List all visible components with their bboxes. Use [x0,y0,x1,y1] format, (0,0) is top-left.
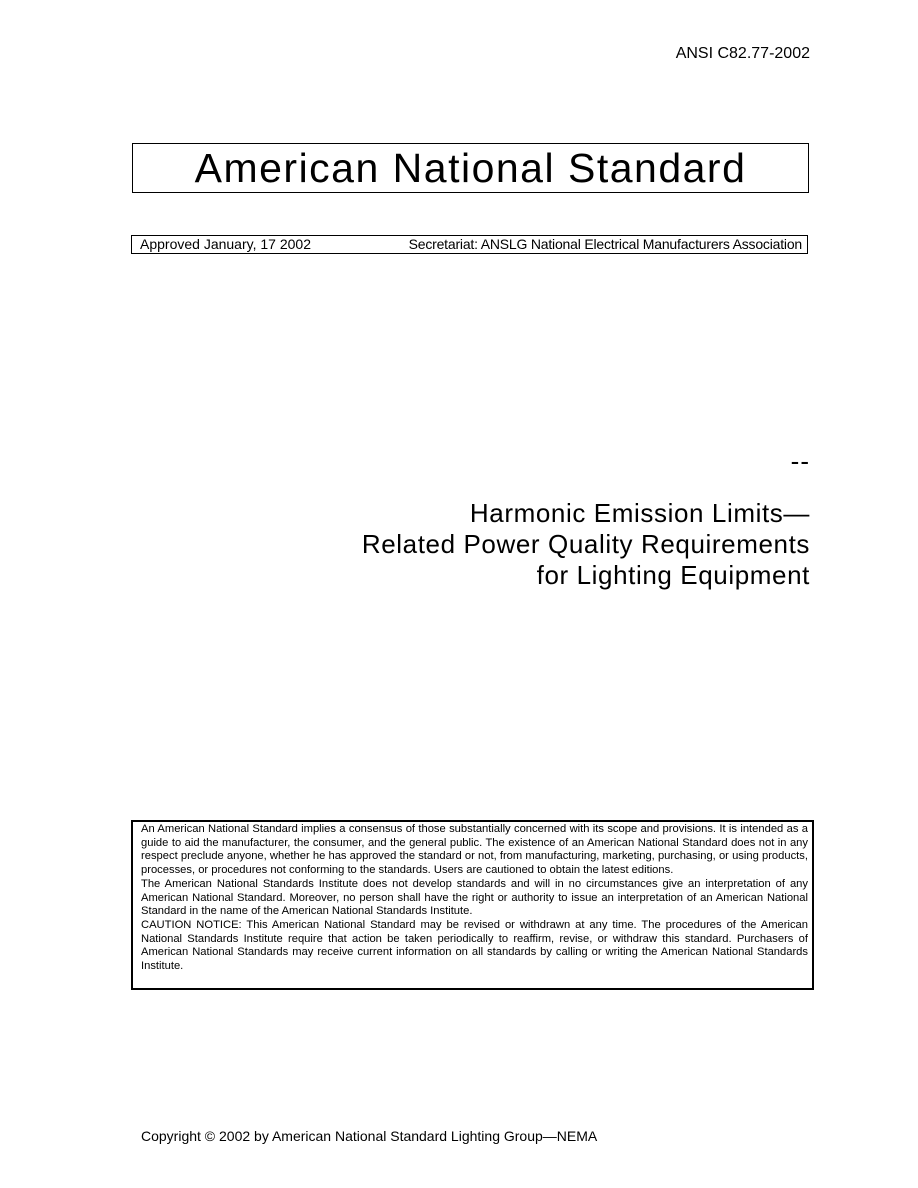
dash-mark: -- [790,446,810,476]
title-box [132,143,809,193]
subject-line: for Lighting Equipment [536,560,810,590]
notice-paragraph-interpretation: The American National Standards Institute does not develop standards and will in no circumstances give an interpretation of any American National Standard. Moreover, no person shall have the right or authority to issue an interpretation of an American National Standard in the name of the American National Standards Institute. [141,877,808,918]
subject-line: Harmonic Emission Limits— [469,498,810,528]
legal-notice-box [131,820,814,990]
page-title: American National Standard [194,145,747,191]
notice-paragraph-consensus: An American National Standard implies a consensus of those substantially concerned with its scope and provisions. It is intended as a guide to aid the manufacturer, the consumer, and the general public. The existence of an American National Standard does not in any respect preclude anyone, whether he has approved the standard or not, from manufacturing, marketing, purchasing, or using products, processes, or procedures not conforming to the standards. Users are cautioned to obtain the latest editions. [141,823,808,877]
secretariat: Secretariat: ANSLG National Electrical Manufacturers Association [408,236,802,252]
document-id: ANSI C82.77-2002 [675,45,810,62]
notice-paragraph-caution: CAUTION NOTICE: This American National Standard may be revised or withdrawn at any time. The procedures of the American National Standards Institute require that action be taken periodically to reaffirm, revise, or withdraw this standard. Purchasers of American National Standards may receive current information on all standards by calling or writing the American National Standards Institute. [141,918,808,973]
standard-subject-title [290,498,810,591]
subject-line: Related Power Quality Requirements [361,529,810,559]
copyright-footer: Copyright © 2002 by American National Standard Lighting Group—NEMA [141,1128,598,1144]
approval-date: Approved January, 17 2002 [140,236,311,252]
approval-bar [131,235,808,254]
